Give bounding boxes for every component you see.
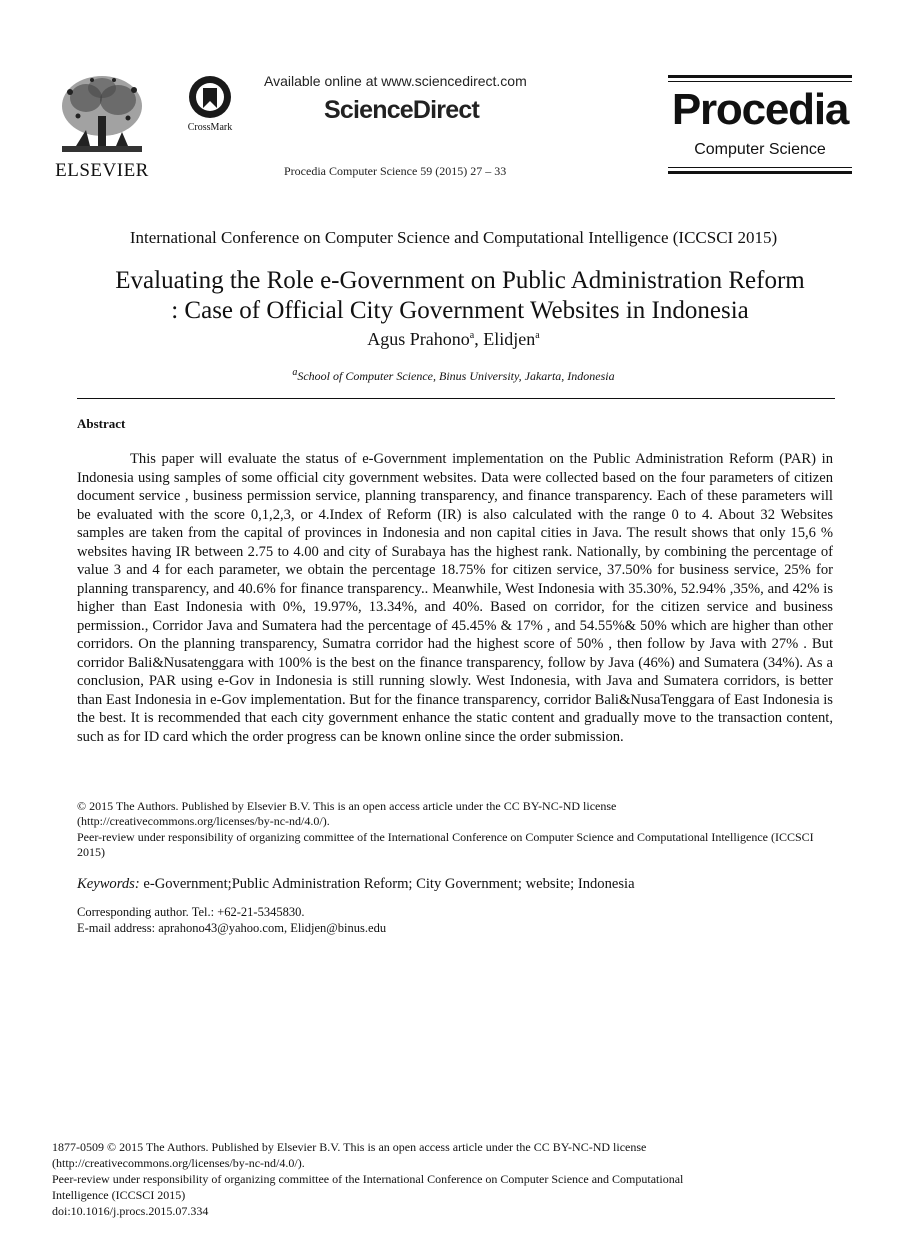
sciencedirect-brand: ScienceDirect xyxy=(324,96,479,124)
affiliation-text: School of Computer Science, Binus University, Jakarta, Indonesia xyxy=(297,369,615,383)
crossmark-label: CrossMark xyxy=(187,122,233,133)
footer-license-link[interactable]: (http://creativecommons.org/licenses/by-nc-nd/4.0/). xyxy=(52,1156,305,1170)
peer-review-text: Peer-review under responsibility of organizing committee of the International Conference on Computer Science and Computational Intelligence (ICCSCI 2015) xyxy=(77,829,814,860)
footer-peer-review-cont: Intelligence (ICCSCI 2015) xyxy=(52,1188,186,1202)
page-footer xyxy=(52,1139,852,1219)
corresponding-author: Corresponding author. Tel.: +62-21-5345830. xyxy=(77,905,305,919)
footer-peer-review: Peer-review under responsibility of organizing committee of the International Conference on Computer Science and Computational xyxy=(52,1172,684,1186)
license-notice xyxy=(77,799,837,861)
author-affiliation-mark: a xyxy=(535,330,540,341)
author-affiliation-mark: a xyxy=(469,330,475,341)
crossmark-badge[interactable] xyxy=(178,74,242,136)
elsevier-logo xyxy=(52,72,152,180)
abstract-body: This paper will evaluate the status of e-Government implementation on the Public Administration Reform (PAR) in Indonesia using samples of some official city government websites. Data were collected based on the four parameters of citizen document service , business permission service, planning transparency, and finance transparency. Each of these parameters will be evaluated with the score 0,1,2,3, or 4.Index of Reform (IR) is also calculated with the range 0 to 4. About 32 Websites samples are taken from the capital of provinces in Indonesia and non capital cities in Java. The result shows that only 15,6 % websites having IR between 2.75 to 4.00 and city of Surabaya has the highest rank. Nationally, by combining the percentage of value 3 and 4 for each parameter, we obtain the percentage 18.75% for citizen service, 37.50% for business service, 25% for planning transparency, and 40.6% for finance transparency.. Meanwhile, West Indonesia with 35.30%, 52.94% ,35%, and 42% is higher than East Indonesia with 0%, 19.97%, 13.34%, and 40%. Based on corridor, for the citizen service and business permission., Corridor Java and Sumatera had the percentage of 45.45% & 17% , and 54.55%& 50% which are higher than other corridors. On the planning transparency, Sumatra corridor had the highest score of 50% , then follow by Java with 27% . But corridor Bali&Nusatenggara with 100% is the best on the finance transparency, follow by Java (46%) and Sumatera (34%). As a conclusion, PAR using e-Gov in Indonesia is still running slowly. West Indonesia, with Java and Sumatera corridors, is better than East Indonesia in e-Gov implementation. But for the finance transparency, corridor Bali&NusaTenggara of East Indonesia is the best. It is recommended that each city government enhance the static content and gradually move to the transaction content, such as for ID card which the order progress can be known online since the order submission. xyxy=(77,451,833,745)
correspondence xyxy=(77,904,837,936)
license-text: © 2015 The Authors. Published by Elsevier B.V. This is an open access article under the CC BY-NC-ND license xyxy=(77,799,617,813)
paper-title-line-2: : Case of Official City Government Websites in Indonesia xyxy=(171,297,749,324)
section-divider xyxy=(77,398,835,399)
available-online-text: Available online at www.sciencedirect.com xyxy=(264,73,527,89)
abstract-heading: Abstract xyxy=(77,416,126,431)
author-list xyxy=(0,329,907,350)
affiliation-mark: a xyxy=(292,367,298,378)
journal-reference: Procedia Computer Science 59 (2015) 27 – 33 xyxy=(284,164,507,178)
elsevier-tree-icon xyxy=(56,72,148,158)
procedia-rule-top xyxy=(668,75,852,78)
keywords-text: e-Government;Public Administration Reform; City Government; website; Indonesia xyxy=(139,876,635,892)
procedia-title: Procedia xyxy=(671,85,849,134)
footer-doi[interactable]: doi:10.1016/j.procs.2015.07.334 xyxy=(52,1204,209,1218)
author-name: Agus Prahono xyxy=(367,329,470,349)
email-address[interactable]: E-mail address: aprahono43@yahoo.com, Elidjen@binus.edu xyxy=(77,921,387,935)
keywords xyxy=(77,876,837,893)
conference-name: International Conference on Computer Science and Computational Intelligence (ICCSCI 2015) xyxy=(129,228,778,247)
procedia-rule-top-thin xyxy=(668,81,852,82)
procedia-subtitle: Computer Science xyxy=(694,141,826,158)
author-name: Elidjen xyxy=(483,329,536,349)
procedia-logo xyxy=(668,75,852,175)
affiliation xyxy=(0,367,907,384)
procedia-rule-bottom xyxy=(668,171,852,174)
procedia-rule-bottom-thin xyxy=(668,167,852,168)
paper-title-line-1: Evaluating the Role e-Government on Public Administration Reform xyxy=(115,267,805,294)
footer-license: 1877-0509 © 2015 The Authors. Published by Elsevier B.V. This is an open access article under the CC BY-NC-ND license xyxy=(52,1140,647,1154)
publisher-name: ELSEVIER xyxy=(55,160,149,181)
keywords-label: Keywords: xyxy=(77,876,140,892)
author-separator: , xyxy=(474,329,484,349)
crossmark-icon xyxy=(187,74,233,120)
license-link[interactable]: (http://creativecommons.org/licenses/by-nc-nd/4.0/). xyxy=(77,814,330,829)
paper-title xyxy=(40,266,880,326)
